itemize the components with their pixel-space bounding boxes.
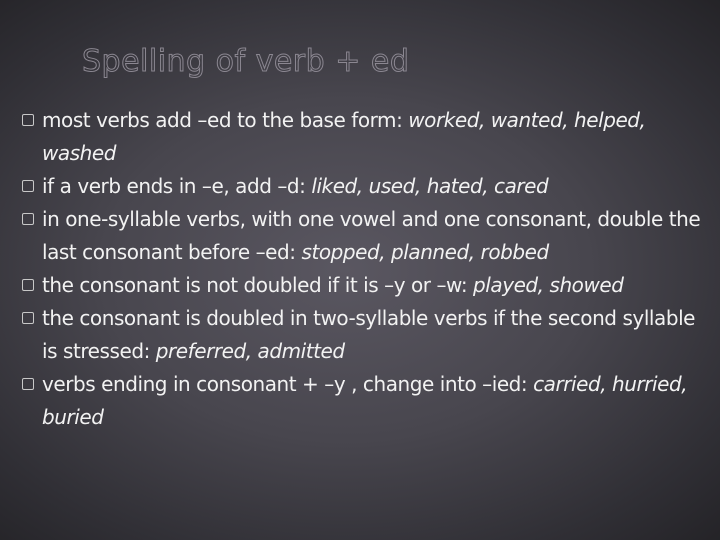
bullet-text: in one-syllable verbs, with one vowel and one consonant, double the last consonant before –ed: [42, 207, 701, 264]
bullet-text: if a verb ends in –e, add –d: [42, 174, 312, 198]
bullet-item [22, 269, 702, 302]
checkbox-square-icon [22, 279, 34, 291]
bullet-item [22, 170, 702, 203]
bullet-examples: worked, wanted, helped, washed [42, 108, 646, 165]
checkbox-square-icon [22, 180, 34, 192]
checkbox-square-icon [22, 114, 34, 126]
bullet-examples: played, showed [473, 273, 624, 297]
bullet-item [22, 104, 702, 170]
bullet-examples: carried, hurried, buried [42, 372, 688, 429]
bullet-text: the consonant is not doubled if it is –y or –w: [42, 273, 474, 297]
slide-title: Spelling of verb + ed [82, 44, 410, 79]
checkbox-square-icon [22, 312, 34, 324]
bullet-list [22, 104, 702, 434]
bullet-item [22, 368, 702, 434]
bullet-examples: liked, used, hated, cared [311, 174, 549, 198]
bullet-text: verbs ending in consonant + –y , change into –ied: [42, 372, 534, 396]
bullet-text: most verbs add –ed to the base form: [42, 108, 409, 132]
bullet-examples: preferred, admitted [155, 339, 345, 363]
bullet-item [22, 203, 702, 269]
bullet-item [22, 302, 702, 368]
bullet-text: the consonant is doubled in two-syllable verbs if the second syllable is stressed: [42, 306, 696, 363]
bullet-examples: stopped, planned, robbed [301, 240, 549, 264]
checkbox-square-icon [22, 213, 34, 225]
checkbox-square-icon [22, 378, 34, 390]
